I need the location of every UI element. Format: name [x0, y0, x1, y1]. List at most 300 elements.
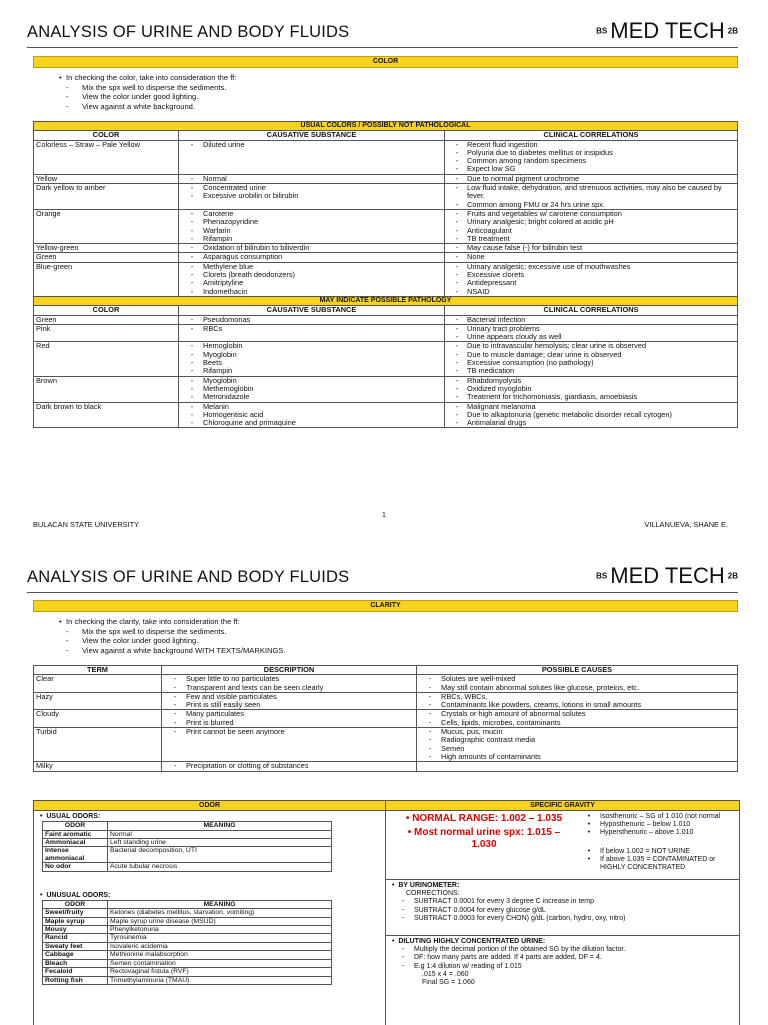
clinical-item-text: TB medication [467, 366, 515, 376]
color-name: Brown [34, 376, 179, 402]
cause-item-text: Semen [441, 743, 465, 753]
cause-item [419, 684, 735, 692]
dash-marker: - [190, 383, 194, 393]
cause-item [181, 419, 442, 427]
clinical-item-text: Excessive clorets [467, 270, 525, 280]
cause-item-text: Homogentisic acid [203, 409, 264, 419]
clinical-item [447, 184, 735, 201]
clinical-item [447, 288, 735, 296]
table-row [43, 917, 332, 925]
dash-marker: - [66, 82, 69, 92]
cause-item-text: Cells, lipids, microbes, contaminants [441, 717, 561, 727]
cause-item-text: Methylene blue [203, 261, 254, 271]
clinical-item-text: Due to alkaptonuria (genetic metabolic disorder recall cytogen) [467, 409, 672, 419]
dilution-item-text: Multiply the decimal portion of the obtained SG by the dilution factor. [414, 946, 626, 954]
clinical-item-text: Urine appears cloudy as well [467, 332, 562, 342]
brand-section: 2B [727, 26, 738, 36]
table-row [34, 315, 738, 324]
table-row [43, 839, 332, 847]
table-row [34, 692, 738, 710]
cause-item-text: Solutes are well-mixed [441, 674, 516, 684]
table-row [34, 728, 738, 762]
column-header: MEANING [108, 900, 332, 908]
dilution-title-text: DILUTING HIGHLY CONCENTRATED URINE: [398, 938, 546, 945]
causative-cell [179, 315, 445, 324]
dash-marker: - [190, 173, 194, 183]
odor-section-bar: ODOR [34, 801, 385, 811]
cause-item-text: Warfarin [203, 225, 231, 235]
clinical-item [447, 175, 735, 183]
intro-item-text: Mix the spx well to disperse the sediments. [82, 626, 227, 636]
clinical-item-text: Common among FMU or 24 hrs urine spx. [467, 199, 606, 209]
clinical-cell [445, 253, 738, 262]
dash-marker: - [455, 252, 459, 262]
sg-check [578, 856, 737, 872]
clinical-item-text: May cause false (-) for bilirubin test [467, 243, 583, 253]
sg-range-1: • NORMAL RANGE: 1.002 – 1.035 [405, 813, 563, 824]
color-name: Green [34, 253, 179, 262]
dash-marker: - [190, 409, 194, 419]
usual-odor-table [42, 821, 332, 871]
dash-marker: - [428, 735, 432, 745]
sg-term [578, 821, 737, 829]
page-title: ANALYSIS OF URINE AND BODY FLUIDS [27, 568, 350, 586]
dash-marker: - [190, 286, 194, 296]
intro-item [66, 92, 236, 102]
cause-item-text: Mucus, pus, mucin [441, 727, 503, 737]
dash-marker: - [190, 139, 194, 149]
clarity-intro [66, 617, 286, 655]
dash-marker: - [455, 147, 459, 157]
dash-marker: - [401, 946, 405, 954]
brand-section: 2B [727, 571, 738, 581]
header-divider [27, 47, 738, 48]
dash-marker: - [190, 349, 194, 359]
urinometer-title-text: BY URINOMETER: [398, 882, 460, 889]
dash-marker: - [455, 199, 459, 209]
dash-marker: - [455, 164, 459, 174]
dash-marker: - [190, 358, 194, 368]
clinical-item-text: Anticoagulant [467, 225, 512, 235]
usual-odors-label: • USUAL ODORS: [40, 813, 101, 820]
description-cell [162, 675, 417, 693]
dash-marker: - [173, 691, 177, 701]
column-header: DESCRIPTION [162, 666, 417, 675]
clinical-item-text: Low fluid intake, dehydration, and strenuous activities, may also be caused by fever. [467, 183, 722, 201]
table-row [43, 863, 332, 871]
odor-meaning: Semen contamination [108, 959, 332, 967]
clinical-item-text: None [467, 252, 485, 262]
odor-name: Sweaty feet [43, 942, 108, 950]
dash-marker: - [401, 954, 405, 962]
clinical-item-text: Fruits and vegetables w/ carotene consumption [467, 208, 622, 218]
color-name: Yellow-green [34, 244, 179, 253]
dash-marker: - [190, 243, 194, 253]
dash-marker: - [455, 409, 459, 419]
color-name: Colorless – Straw – Pale Yellow [34, 140, 179, 174]
clinical-item [447, 235, 735, 243]
dash-marker: - [455, 341, 459, 351]
table-row [34, 244, 738, 253]
odor-name: Sweet/fruity [43, 909, 108, 917]
sg-check-text: If above 1.035 = CONTAMINATED or HIGHLY CONCENTRATED [600, 855, 716, 872]
dilution-item [392, 954, 733, 962]
dash-marker: - [66, 92, 69, 102]
column-header: MEANING [108, 822, 332, 830]
cause-item [181, 175, 442, 183]
brand-bs: BS [596, 26, 608, 36]
cause-item-text: RBCs [203, 323, 223, 333]
description-item-text: Transparent and texts can be seen clearly [186, 682, 324, 692]
dash-marker: - [428, 682, 432, 692]
column-header: COLOR [34, 306, 179, 315]
color-name: Green [34, 315, 179, 324]
brand-main: MED TECH [610, 18, 725, 43]
column-header: TERM [34, 666, 162, 675]
clinical-cell [445, 315, 738, 324]
bullet-marker: • [587, 813, 591, 820]
clinical-item [447, 419, 735, 427]
clinical-item-text: Oxidized myoglobin [467, 383, 532, 393]
color-intro-list [66, 83, 236, 112]
sg-term-text: Isosthenuric – SG of 1.010 (not normal [600, 813, 721, 820]
dash-marker: - [455, 375, 459, 385]
table-row [43, 951, 332, 959]
table-row [34, 140, 738, 174]
cause-item [181, 192, 442, 200]
odor-meaning: Maple syrup urine disease (MSUD) [108, 917, 332, 925]
dash-marker: - [428, 691, 432, 701]
dash-marker: - [455, 383, 459, 393]
dash-marker: - [455, 314, 459, 324]
color-name: Dark brown to black [34, 402, 179, 428]
dash-marker: - [455, 286, 459, 296]
correction-item-text: SUBTRACT 0.0004 for every glucose g/dL [414, 906, 546, 914]
dash-marker: - [428, 717, 432, 727]
cause-item [181, 316, 442, 324]
color-table [33, 121, 738, 428]
cause-item-text: Normal [203, 173, 227, 183]
dash-marker: - [190, 217, 194, 227]
clinical-item [447, 253, 735, 261]
sg-range-2-text: Most normal urine spx: 1.015 – 1.030 [414, 827, 561, 850]
clinical-item-text: Antimalarial drugs [467, 418, 527, 428]
clinical-item-text: NSAID [467, 286, 490, 296]
sg-box [385, 800, 740, 1025]
cause-item-text: Contaminants like powders, creams, lotions in small amounts [441, 700, 642, 710]
causative-cell [179, 140, 445, 174]
table-row [34, 710, 738, 728]
page1-header [27, 8, 738, 48]
odor-name: No odor [43, 863, 108, 871]
dash-marker: - [190, 278, 194, 288]
table-row [34, 324, 738, 342]
dash-marker: - [455, 366, 459, 376]
table-row [34, 184, 738, 210]
description-item-text: Print is blurred [186, 717, 234, 727]
color-name: Red [34, 342, 179, 376]
dilution-item-text: E.g 1:4 dilution w/ reading of 1.015 [414, 962, 522, 970]
dash-marker: - [428, 727, 432, 737]
table-row [34, 402, 738, 428]
page2-header [27, 553, 738, 593]
clinical-item [447, 316, 735, 324]
intro-item [66, 102, 236, 112]
header-divider [27, 592, 738, 593]
cause-item-text: Diluted urine [203, 139, 245, 149]
description-cell [162, 710, 417, 728]
odor-meaning: Normal [108, 830, 332, 838]
dash-marker: - [190, 183, 194, 193]
brand-main: MED TECH [610, 563, 725, 588]
clinical-cell [445, 376, 738, 402]
clinical-cell [445, 402, 738, 428]
dash-marker: - [428, 743, 432, 753]
sg-section-bar: SPECIFIC GRAVITY [386, 801, 739, 811]
causative-cell [179, 184, 445, 210]
cause-item-text: Metronidazole [203, 392, 250, 402]
table-row [43, 959, 332, 967]
clarity-intro-lead: • In checking the clarity, take into consideration the ff: [66, 617, 286, 627]
color-intro-lead: • In checking the color, take into consideration the ff: [66, 73, 236, 83]
table-row [43, 968, 332, 976]
cause-item-text: Crystals or high amount of abnormal solutes [441, 709, 586, 719]
table-row [43, 909, 332, 917]
odor-meaning: Trimethylaminuria (TMAU) [108, 976, 332, 984]
table-row [34, 262, 738, 296]
dash-marker: - [401, 962, 405, 970]
dash-marker: - [401, 914, 405, 922]
corrections-label: CORRECTIONS: [406, 890, 460, 898]
intro-item [66, 636, 286, 646]
dash-marker: - [66, 101, 69, 111]
header-row [43, 822, 332, 830]
clinical-item-text: Recent fluid ingestion [467, 139, 538, 149]
dash-marker: - [190, 366, 194, 376]
sg-term-text: Hyposthenuric – below 1.010 [600, 821, 691, 829]
description-item-text: Print cannot be seen anymore [186, 727, 285, 737]
clinical-cell [445, 324, 738, 342]
cause-item-text: Hemoglobin [203, 341, 243, 351]
description-item-text: Few and visible particulates [186, 691, 277, 701]
dash-marker: - [455, 401, 459, 411]
unusual-odor-table [42, 900, 332, 985]
column-header: CLINICAL CORRELATIONS [445, 131, 738, 140]
description-item [164, 719, 414, 727]
dash-marker: - [455, 183, 459, 193]
clinical-item [447, 393, 735, 401]
correction-item [392, 898, 733, 906]
color-name: Yellow [34, 174, 179, 183]
color-section-bar: COLOR [33, 56, 738, 68]
dash-marker: - [190, 323, 194, 333]
clinical-cell [445, 262, 738, 296]
correction-item-text: SUBTRACT 0.0003 for every CHON) g/dL (carbon, hydro, oxy, nitro) [414, 914, 626, 922]
column-header: CAUSATIVE SUBSTANCE [179, 306, 445, 315]
urinometer-title: • BY URINOMETER: [392, 882, 460, 889]
dash-marker: - [455, 156, 459, 166]
cause-item-text: Concentrated urine [203, 183, 266, 193]
dash-marker: - [190, 233, 194, 243]
dash-marker: - [190, 401, 194, 411]
cause-item [419, 753, 735, 761]
dash-marker: - [190, 418, 194, 428]
dash-marker: - [401, 906, 405, 914]
odor-meaning: Acute tubular necrosis [108, 863, 332, 871]
dash-marker: - [428, 751, 432, 761]
dilution-title: • DILUTING HIGHLY CONCENTRATED URINE: [392, 938, 546, 945]
odor-name: Faint aromatic [43, 830, 108, 838]
dash-marker: - [455, 358, 459, 368]
dash-marker: - [428, 674, 432, 684]
cause-item-text: Phenazopyridine [203, 217, 259, 227]
causative-cell [179, 402, 445, 428]
dash-marker: - [455, 418, 459, 428]
dash-marker: - [455, 270, 459, 280]
dash-marker: - [428, 700, 432, 710]
brand-logo [596, 18, 738, 44]
clinical-item-text: Expect low SG [467, 164, 516, 174]
causative-cell [179, 376, 445, 402]
odor-meaning: Bacterial decomposition, UTI [108, 847, 332, 863]
table-row [34, 253, 738, 262]
column-header: ODOR [43, 900, 108, 908]
causative-cell [179, 253, 445, 262]
color-name: Orange [34, 209, 179, 243]
odor-name: Mousy [43, 926, 108, 934]
page-number: 1 [382, 512, 386, 519]
clinical-cell [445, 209, 738, 243]
color-name: Pink [34, 324, 179, 342]
column-header: POSSIBLE CAUSES [417, 666, 738, 675]
dash-marker: - [455, 233, 459, 243]
dilution-item [392, 946, 733, 954]
correction-item [392, 915, 733, 923]
table-row [43, 942, 332, 950]
sg-term-text: Hypersthenuric – above 1.010 [600, 829, 694, 837]
column-header: COLOR [34, 131, 179, 140]
dash-marker: - [455, 217, 459, 227]
intro-item-text: Mix the spx well to disperse the sediments. [82, 82, 227, 92]
clinical-item-text: Polyuria due to diabetes mellitus or insipidus [467, 147, 613, 157]
cause-item-text: Excessive urobilin or bilirubin [203, 191, 299, 201]
dash-marker: - [455, 323, 459, 333]
clinical-item [447, 333, 735, 341]
cause-item-text: Melanin [203, 401, 229, 411]
clinical-cell [445, 140, 738, 174]
bullet-marker: • [587, 855, 591, 863]
clarity-term: Hazy [34, 692, 162, 710]
dash-marker: - [190, 341, 194, 351]
dash-marker: - [190, 270, 194, 280]
unusual-odors-text: UNUSUAL ODORS: [46, 891, 111, 899]
intro-item [66, 646, 286, 656]
dash-marker: - [190, 375, 194, 385]
dash-marker: - [173, 674, 177, 684]
intro-item [66, 627, 286, 637]
clarity-term: Clear [34, 675, 162, 693]
dash-marker: - [66, 626, 69, 636]
dilution-item-text: DF: how many parts are added. If 4 parts are added, DF = 4. [414, 954, 602, 962]
dash-marker: - [455, 349, 459, 359]
intro-item-text: View the color under good lighting. [82, 636, 199, 646]
dash-marker: - [173, 761, 177, 771]
clinical-item-text: Urinary analgesic; excessive use of mouthwashes [467, 261, 631, 271]
bullet-marker: • [587, 829, 591, 837]
clinical-item [447, 279, 735, 287]
description-item-text: Many particulates [186, 709, 244, 719]
dash-marker: - [428, 709, 432, 719]
page-title: ANALYSIS OF URINE AND BODY FLUIDS [27, 23, 350, 41]
cause-item-text: Oxidation of bilirubin to biliverdin [203, 243, 310, 253]
causes-cell [417, 675, 738, 693]
table-row [43, 847, 332, 863]
description-item [164, 762, 414, 770]
sg-term [578, 813, 737, 821]
dash-marker: - [455, 261, 459, 271]
description-item-text: Print is still easily seen [186, 700, 261, 710]
clinical-item [447, 165, 735, 173]
dash-marker: - [401, 898, 405, 906]
odor-meaning: Rectovaginal fistula (RVF) [108, 968, 332, 976]
causes-cell [417, 728, 738, 762]
dash-marker: - [190, 392, 194, 402]
table-row [34, 342, 738, 376]
color-name: Dark yellow to amber [34, 184, 179, 210]
dash-marker: - [66, 636, 69, 646]
color-name: Blue-green [34, 262, 179, 296]
brand-logo [596, 563, 738, 589]
header-row [34, 306, 738, 315]
cause-item-text: May still contain abnormal solutes like glucose, proteins, etc. [441, 682, 639, 692]
dash-marker: - [190, 261, 194, 271]
odor-name: Intense ammoniacal [43, 847, 108, 863]
causative-cell [179, 262, 445, 296]
odor-name: Maple syrup [43, 917, 108, 925]
causative-cell [179, 342, 445, 376]
cause-item [419, 719, 735, 727]
cause-item-text: High amounts of contaminants [441, 751, 541, 761]
cause-item [181, 367, 442, 375]
description-cell [162, 728, 417, 762]
dash-marker: - [455, 332, 459, 342]
dash-marker: - [66, 645, 69, 655]
bullet-marker: • [587, 821, 591, 829]
table-row [34, 376, 738, 402]
intro-item [66, 83, 236, 93]
clinical-item [447, 201, 735, 209]
clinical-item-text: Excessive consumption (no pathology) [467, 358, 594, 368]
sg-range-2: • Most normal urine spx: 1.015 – 1.030 [407, 827, 561, 850]
clinical-item-text: Rhabdomyolysis [467, 375, 522, 385]
cause-item [419, 701, 735, 709]
odor-meaning: Tyrosinemia [108, 934, 332, 942]
odor-name: Fecaloid [43, 968, 108, 976]
cause-item-text: Myoglobin [203, 375, 237, 385]
header-row [34, 131, 738, 140]
clinical-item-text: Urinary tract problems [467, 323, 540, 333]
dash-marker: - [190, 252, 194, 262]
causative-cell [179, 209, 445, 243]
odor-name: Rotting fish [43, 976, 108, 984]
sg-term [578, 829, 737, 837]
clarity-intro-list [66, 627, 286, 656]
dash-marker: - [173, 727, 177, 737]
cause-item [181, 141, 442, 149]
description-item-text: Precipitation or clotting of substances [186, 761, 309, 771]
clinical-item-text: Common among random specimens [467, 156, 587, 166]
dash-marker: - [190, 208, 194, 218]
